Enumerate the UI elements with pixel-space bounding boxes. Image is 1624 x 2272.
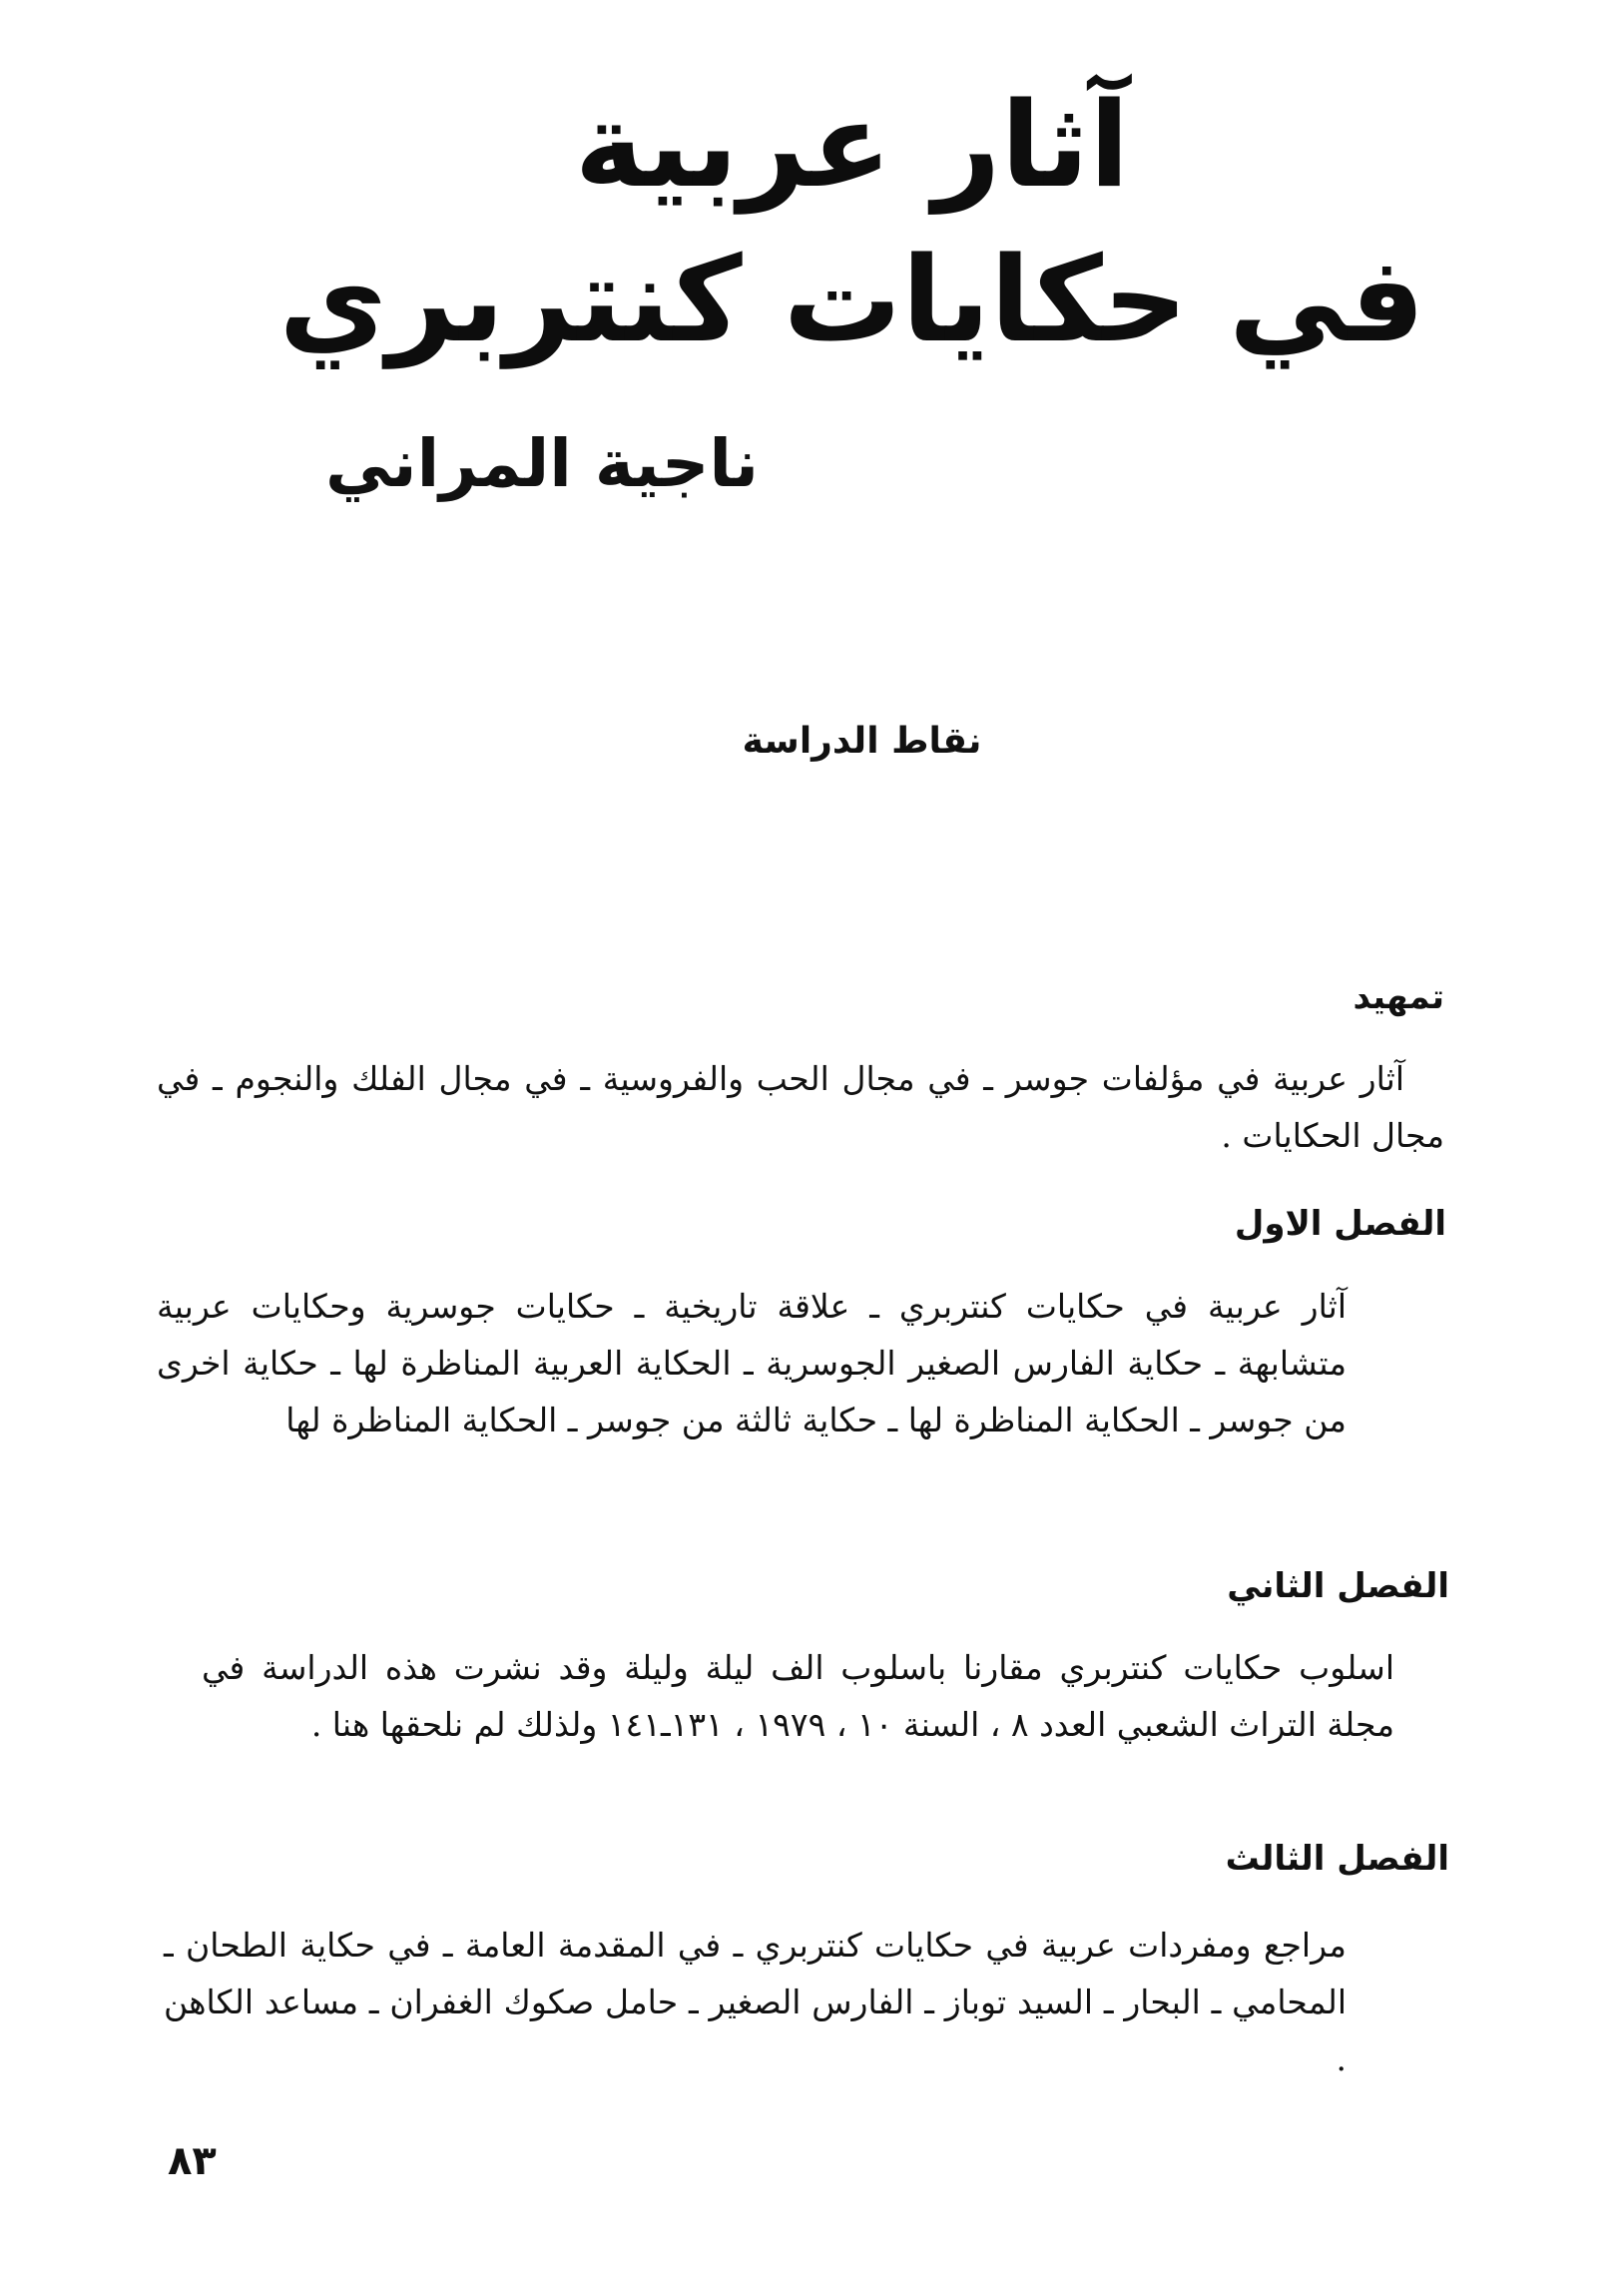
heading-chapter-2: الفصل الثاني	[1227, 1566, 1449, 1606]
heading-chapter-1: الفصل الاول	[1234, 1204, 1446, 1244]
paragraph-introduction: آثار عربية في مؤلفات جوسر ـ في مجال الحب والفروسية ـ في مجال الفلك والنجوم ـ في مجال الحكايات .	[157, 1059, 1444, 1155]
page-number: ٨٣	[168, 2138, 217, 2184]
paragraph-chapter-2: اسلوب حكايات كنتربري مقارنا باسلوب الف ليلة وليلة وقد نشرت هذه الدراسة في مجلة التراث الشعبي العدد ٨ ، السنة ١٠ ، ١٩٧٩ ، ١٣١ـ١٤١ ولذلك لم نلحقها هنا .	[202, 1648, 1394, 1744]
title-line-2: في حكايات كنتربري	[278, 231, 1425, 368]
paragraph-chapter-1: آثار عربية في حكايات كنتربري ـ علاقة تاريخية ـ حكايات جوسرية وحكايات عربية متشابهة ـ حكاية الفارس الصغير الجوسرية ـ الحكاية العربية المناظرة لها ـ حكاية اخرى من جوسر ـ الحكاية المناظرة لها ـ حكاية ثالثة من جوسر ـ الحكاية المناظرة لها	[157, 1287, 1347, 1439]
author-name: ناجية المراني	[325, 425, 759, 502]
heading-introduction: تمهيد	[1353, 977, 1444, 1017]
title-line-1: آثار عربية	[574, 76, 1130, 214]
paragraph-chapter-3: مراجع ومفردات عربية في حكايات كنتربري ـ في المقدمة العامة ـ في حكاية الطحان ـ المحامي ـ البحار ـ السيد توباز ـ الفارس الصغير ـ حامل صكوك الغفران ـ مساعد الكاهن .	[164, 1926, 1347, 2078]
heading-chapter-3: الفصل الثالث	[1225, 1839, 1449, 1879]
section-title: نقاط الدراسة	[742, 721, 982, 762]
